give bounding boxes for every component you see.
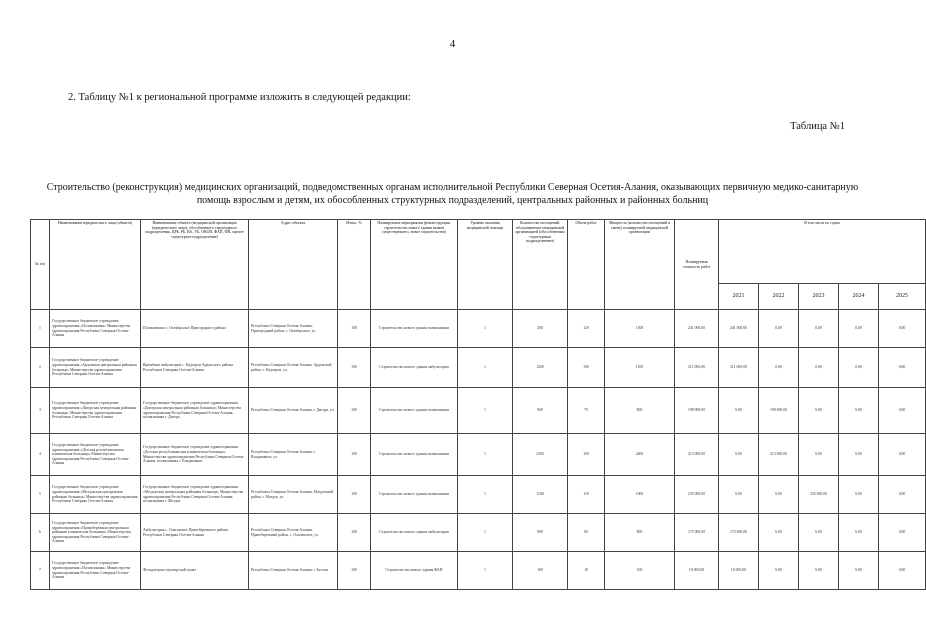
row-staff: 120: [568, 310, 605, 348]
row-year-value: 0,00: [839, 552, 879, 590]
row-year-value: 241 000,00: [719, 310, 759, 348]
table-heading: Строительство (реконструкция) медицинских организаций, подведомственных органам исполнительной Республики Северная Осетия-Алания, оказывающих первичную медико-санитарную помощь взрослым и детям, их обособленных структурных подразделений, центральных районных и районных больниц: [46, 182, 859, 206]
table-row: [31, 388, 926, 434]
row-level: 1: [458, 310, 513, 348]
row-year-value: 0,00: [839, 514, 879, 552]
row-year-value: 0,00: [759, 552, 799, 590]
row-object: Государственное бюджетное учреждение здравоохранения «Моздокская центральная районная больница» Министерства здравоохранения Республики Северная Осетия-Алания, поликлиника г. Моздок: [141, 476, 249, 514]
row-object: Государственное бюджетное учреждение здравоохранения «Детская республиканская клиническая больница» Министерства здравоохранения Республики Северная Осетия-Алания, поликлиника г. Владикавказ: [141, 434, 249, 476]
row-level: 1: [458, 514, 513, 552]
row-count: 900: [513, 388, 568, 434]
table-row: [31, 552, 926, 590]
row-year-value: 0,00: [839, 310, 879, 348]
row-count: 100: [513, 552, 568, 590]
row-year-value: 235 000,00: [799, 476, 839, 514]
row-num: 6: [31, 514, 50, 552]
row-plan: Строительство нового здания амбулатории: [371, 348, 458, 388]
row-object: Амбулатория с. Ольгинское Правобережного района Республики Северная Осетия-Алания: [141, 514, 249, 552]
page-number: 4: [449, 38, 456, 50]
row-year-value: 0,00: [839, 388, 879, 434]
row-staff: 160: [568, 434, 605, 476]
row-power: 1500: [605, 310, 675, 348]
col-header-num: № п/п: [31, 220, 50, 310]
col-header-count: Количество посещений, обслуживаемое медицинской организацией (обособленным структурным подразделением): [513, 220, 568, 310]
row-count: 2500: [513, 434, 568, 476]
row-level: 1: [458, 434, 513, 476]
table-row: [31, 514, 926, 552]
col-header-org: Наименование юридического лица (объекта): [50, 220, 141, 310]
row-year-value: 211 000,00: [719, 348, 759, 388]
table-row: [31, 310, 926, 348]
row-year-value: 0,00: [879, 310, 926, 348]
row-count: 1100: [513, 476, 568, 514]
row-year-value: 0,00: [839, 348, 879, 388]
table-row: [31, 476, 926, 514]
row-staff: 60: [568, 514, 605, 552]
row-year-value: 0,00: [799, 514, 839, 552]
row-staff: 110: [568, 476, 605, 514]
row-year-value: 0,00: [839, 476, 879, 514]
row-num: 3: [31, 388, 50, 434]
row-year-value: 0,00: [759, 310, 799, 348]
table-row: [31, 434, 926, 476]
col-header-wear: Износ, %: [338, 220, 371, 310]
row-object: Поликлиника с. Октябрьское Пригородного района: [141, 310, 249, 348]
row-year-value: 0,00: [759, 514, 799, 552]
row-org: Государственное бюджетное учреждение здравоохранения «Ардонская центральная районная больница» Министерства здравоохранения Республики Северная Осетия-Алания: [50, 348, 141, 388]
row-year-value: 0,00: [759, 476, 799, 514]
row-level: 1: [458, 388, 513, 434]
row-total: 175 000,00: [675, 514, 719, 552]
col-header-level: Уровень оказания медицинской помощи: [458, 220, 513, 310]
row-year-value: 213 000,00: [759, 434, 799, 476]
row-year-value: 0,00: [879, 388, 926, 434]
row-year-value: 0,00: [719, 388, 759, 434]
row-plan: Строительство нового здания поликлиники: [371, 388, 458, 434]
row-address: Республика Северная Осетия-Алания, Правобережный район, с. Ольгинское, ул.: [249, 514, 338, 552]
year-header: 2024: [839, 284, 879, 310]
row-year-value: 0,00: [799, 388, 839, 434]
row-level: 1: [458, 348, 513, 388]
instruction-text: 2. Таблицу №1 к региональной программе изложить в следующей редакции:: [68, 92, 411, 103]
row-org: Государственное бюджетное учреждение здравоохранения «Дигорская центральная районная больница» Министерства здравоохранения Республики Северная Осетия-Алания: [50, 388, 141, 434]
row-wear: 100: [338, 388, 371, 434]
construction-table: [30, 219, 926, 590]
row-org: Государственное бюджетное учреждение здравоохранения «Поликлиника» Министерства здравоохранения Республики Северная Осетия-Алания: [50, 310, 141, 348]
row-year-value: 0,00: [839, 434, 879, 476]
table-body: [31, 310, 926, 590]
col-header-years-title: В том числе по годам: [719, 220, 926, 284]
row-level: 1: [458, 476, 513, 514]
row-address: Республика Северная Осетия-Алания, г. Владикавказ, ул.: [249, 434, 338, 476]
row-year-value: 0,00: [799, 434, 839, 476]
row-num: 4: [31, 434, 50, 476]
row-num: 2: [31, 348, 50, 388]
col-header-total: Планируемая стоимость работ: [675, 220, 719, 310]
row-year-value: 0,00: [879, 514, 926, 552]
row-org: Государственное бюджетное учреждение здравоохранения «Поликлиника» Министерства здравоохранения Республики Северная Осетия-Алания: [50, 552, 141, 590]
row-year-value: 0,00: [759, 348, 799, 388]
row-object: Государственное бюджетное учреждение здравоохранения «Дигорская центральная районная больница» Министерства здравоохранения Республики Северная Осетия-Алания, поликлиника г. Дигора: [141, 388, 249, 434]
col-header-plan: Планируемые мероприятия (реконструкция, строительство нового здания взамен существующего, новое строительство): [371, 220, 458, 310]
row-num: 5: [31, 476, 50, 514]
row-staff: 100: [568, 348, 605, 388]
row-power: 100: [605, 552, 675, 590]
row-year-value: 0,00: [879, 552, 926, 590]
row-year-value: 0,00: [879, 434, 926, 476]
col-header-address: Адрес объекта: [249, 220, 338, 310]
row-total: 211 000,00: [675, 348, 719, 388]
row-plan: Строительство нового здания поликлиники: [371, 434, 458, 476]
row-year-value: 0,00: [719, 476, 759, 514]
row-plan: Строительство нового здания поликлиники: [371, 476, 458, 514]
year-header: 2023: [799, 284, 839, 310]
row-count: 200: [513, 310, 568, 348]
row-count: 900: [513, 514, 568, 552]
row-plan: Строительство нового здания амбулатории: [371, 514, 458, 552]
table-label: Таблица №1: [790, 121, 845, 132]
year-header: 2025: [879, 284, 926, 310]
row-total: 235 000,00: [675, 476, 719, 514]
row-staff: 10: [568, 552, 605, 590]
row-year-value: 0,00: [799, 552, 839, 590]
row-count: 1200: [513, 348, 568, 388]
row-year-value: 10 000,00: [719, 552, 759, 590]
row-address: Республика Северная Осетия-Алания, Моздокский район, г. Моздок, ул.: [249, 476, 338, 514]
col-header-staff: Объем работ: [568, 220, 605, 310]
row-num: 7: [31, 552, 50, 590]
row-power: 800: [605, 514, 675, 552]
year-header: 2021: [719, 284, 759, 310]
row-org: Государственное бюджетное учреждение здравоохранения «Моздокская центральная районная больница» Министерства здравоохранения Республики Северная Осетия-Алания: [50, 476, 141, 514]
row-wear: 100: [338, 310, 371, 348]
col-header-object: Наименование объекта (медицинской организации (юридического лица), обособленного структурного подразделения, ЦРБ, РБ, ВА, УБ, ОВОП, ФАП, ФП, прочее структурное подразделение): [141, 220, 249, 310]
row-year-value: 175 000,00: [719, 514, 759, 552]
row-year-value: 198 000,00: [759, 388, 799, 434]
row-total: 10 000,00: [675, 552, 719, 590]
row-plan: Строительство нового здания ФАП: [371, 552, 458, 590]
row-total: 241 000,00: [675, 310, 719, 348]
row-year-value: 0,00: [799, 310, 839, 348]
row-wear: 100: [338, 514, 371, 552]
row-staff: 70: [568, 388, 605, 434]
row-year-value: 0,00: [879, 476, 926, 514]
row-wear: 100: [338, 552, 371, 590]
row-plan: Строительство нового здания поликлиники: [371, 310, 458, 348]
row-power: 1100: [605, 348, 675, 388]
row-address: Республика Северная Осетия-Алания, г. Дигора, ул.: [249, 388, 338, 434]
row-wear: 100: [338, 348, 371, 388]
row-object: Врачебная амбулатория с. Кадгарон Ардонского района Республики Северная Осетия-Алания: [141, 348, 249, 388]
col-header-power: Мощность (количество посещений в смену) планируемой медицинской организации: [605, 220, 675, 310]
row-address: Республика Северная Осетия-Алания, Ардонский район, с. Кадгарон, ул.: [249, 348, 338, 388]
row-object: Фельдшерско-акушерский пункт: [141, 552, 249, 590]
row-total: 198 000,00: [675, 388, 719, 434]
row-power: 1000: [605, 476, 675, 514]
row-org: Государственное бюджетное учреждение здравоохранения «Правобережная центральная районная клиническая больница» Министерства здравоохранения Республики Северная Осетия-Алания: [50, 514, 141, 552]
row-level: 1: [458, 552, 513, 590]
row-address: Республика Северная Осетия-Алания, Пригородный район, с. Октябрьское, ул.: [249, 310, 338, 348]
table-row: [31, 348, 926, 388]
row-address: Республика Северная Осетия-Алания, г. Беслан: [249, 552, 338, 590]
row-wear: 100: [338, 476, 371, 514]
row-year-value: 0,00: [879, 348, 926, 388]
row-year-value: 0,00: [719, 434, 759, 476]
row-power: 800: [605, 388, 675, 434]
row-wear: 100: [338, 434, 371, 476]
year-header: 2022: [759, 284, 799, 310]
row-num: 1: [31, 310, 50, 348]
row-total: 213 000,00: [675, 434, 719, 476]
row-year-value: 0,00: [799, 348, 839, 388]
row-org: Государственное бюджетное учреждение здравоохранения «Детская республиканская клиническая больница» Министерства здравоохранения Республики Северная Осетия-Алания: [50, 434, 141, 476]
row-power: 2400: [605, 434, 675, 476]
